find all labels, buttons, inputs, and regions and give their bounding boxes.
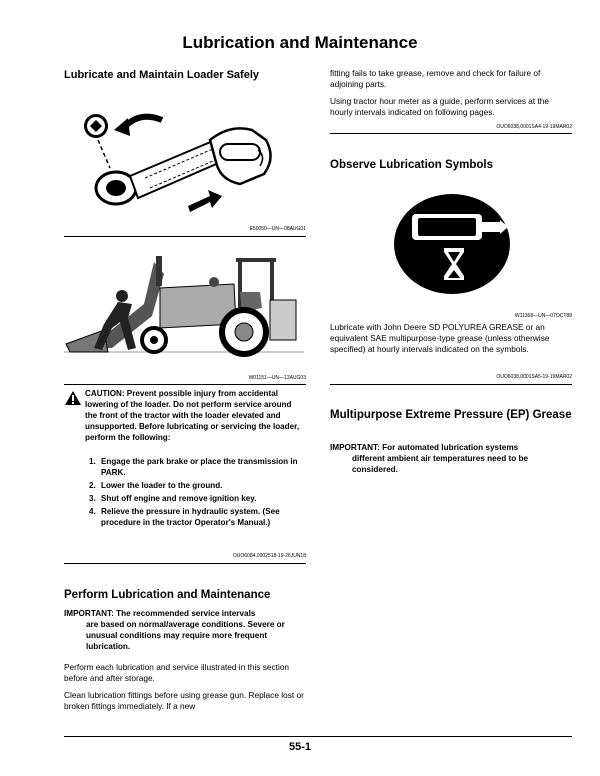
- paragraph: fitting fails to take grease, remove and check for failure of adjoining parts.: [330, 68, 541, 89]
- section-heading-lubrication-symbols: Observe Lubrication Symbols: [330, 159, 493, 171]
- important-first-line: The recommended service intervals: [116, 609, 256, 618]
- section-heading-ep-grease: Multipurpose Extreme Pressure (EP) Grease: [330, 409, 572, 421]
- important-note: [330, 442, 572, 475]
- section-reference: OUO6084,0002518-19-26JUN18: [232, 553, 306, 559]
- divider: [64, 236, 306, 237]
- divider: [64, 563, 306, 564]
- footer-divider: [64, 736, 572, 737]
- paragraph: Perform each lubrication and service illustrated in this section before and after storage.: [64, 662, 290, 683]
- important-first-line: For automated lubrication systems: [382, 443, 519, 452]
- left-column: [64, 68, 306, 82]
- divider: [330, 384, 572, 385]
- list-item: 4. Relieve the pressure in hydraulic system. (See procedure in the tractor Operator's Manual.): [89, 507, 280, 527]
- important-body: different ambient air temperatures need to be considered.: [352, 454, 529, 474]
- paragraph: Using tractor hour meter as a guide, perform services at the hourly intervals indicated on following pages.: [330, 96, 550, 117]
- key-removal-illustration: [70, 100, 300, 220]
- section-reference: OUO6038,0001SA5-19-19MAR02: [496, 374, 572, 380]
- important-label: IMPORTANT:: [330, 443, 380, 452]
- page-number: 55-1: [288, 741, 312, 753]
- tractor-loader-illustration: [64, 244, 304, 372]
- important-label: IMPORTANT:: [64, 609, 114, 618]
- caution-text: CAUTION: Prevent possible injury from accidental lowering of the loader. Do not perform service around the front of the tractor with the loader elevated and unsupported. Before lubricating or servicing the loader, perform the following:: [85, 389, 300, 442]
- section-heading-perform-lubrication: Perform Lubrication and Maintenance: [64, 589, 271, 601]
- paragraph: Lubricate with John Deere SD POLYUREA GREASE or an equivalent SAE multipurpose-type grease (unless otherwise specified) at hourly intervals indicated on the symbols.: [330, 322, 550, 354]
- list-item: 3. Shut off engine and remove ignition key.: [89, 494, 257, 503]
- grease-symbol-icon: [392, 192, 512, 296]
- list-item: 2. Lower the loader to the ground.: [89, 481, 223, 490]
- warning-icon: [64, 390, 82, 406]
- important-body: are based on normal/average conditions. Severe or unusual conditions may require more frequent lubrication.: [86, 620, 285, 651]
- divider: [64, 384, 306, 385]
- safety-steps: [89, 456, 305, 528]
- important-note: [64, 608, 306, 652]
- page-title: Lubrication and Maintenance: [182, 33, 418, 52]
- section-heading-loader-safety: Lubricate and Maintain Loader Safely: [64, 69, 259, 81]
- divider: [330, 133, 572, 134]
- section-reference: OUO6038,0001SA4-19-19MAR02: [496, 124, 572, 130]
- paragraph: Clean lubrication fittings before using grease gun. Replace lost or broken fittings immediately. If a new: [64, 690, 304, 711]
- figure-reference: W01151—UN—12AUG03: [248, 375, 306, 381]
- list-item: 1. Engage the park brake or place the transmission in PARK.: [89, 457, 298, 477]
- figure-reference: E50050—UN—08AUG01: [249, 226, 306, 232]
- figure-reference: W11368—UN—07OCT88: [514, 313, 572, 319]
